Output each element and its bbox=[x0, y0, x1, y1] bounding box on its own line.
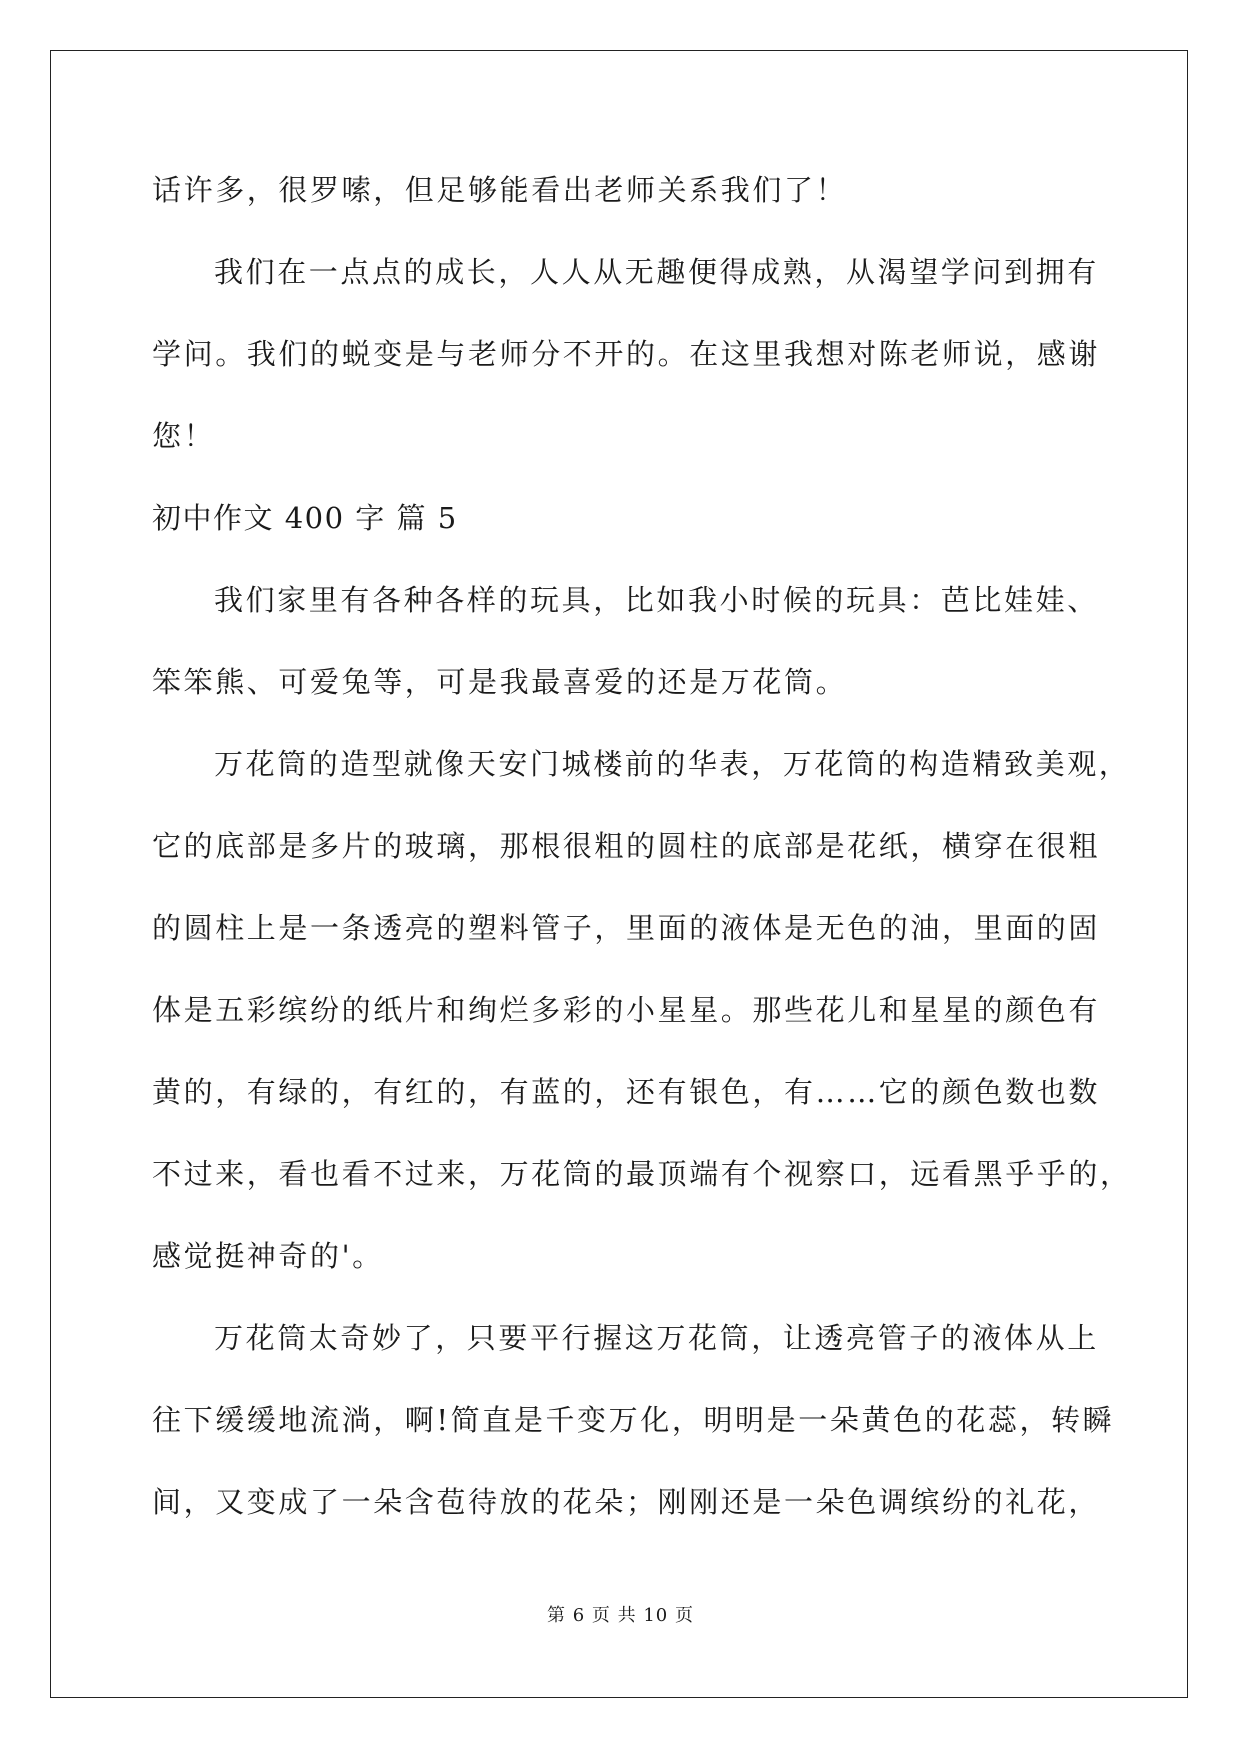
text-line: 它的底部是多片的玻璃，那根很粗的圆柱的底部是花纸，横穿在很粗 bbox=[152, 829, 1101, 863]
text-line: 往下缓缓地流淌，啊!简直是千变万化，明明是一朵黄色的花蕊，转瞬 bbox=[152, 1403, 1115, 1437]
text-line: 体是五彩缤纷的纸片和绚烂多彩的小星星。那些花儿和星星的颜色有 bbox=[152, 993, 1101, 1027]
text-line: 间，又变成了一朵含苞待放的花朵；刚刚还是一朵色调缤纷的礼花， bbox=[152, 1485, 1101, 1519]
text-line: 感觉挺神奇的'。 bbox=[152, 1239, 384, 1273]
text-line: 黄的，有绿的，有红的，有蓝的，还有银色，有……它的颜色数也数 bbox=[152, 1075, 1101, 1109]
paragraph-start-line: 万花筒太奇妙了，只要平行握这万花筒，让透亮管子的液体从上 bbox=[214, 1321, 1099, 1355]
paragraph-start-line: 我们家里有各种各样的玩具，比如我小时候的玩具：芭比娃娃、 bbox=[214, 583, 1099, 617]
text-line: 话许多，很罗嗦，但足够能看出老师关系我们了！ bbox=[152, 173, 848, 207]
text-line: 的圆柱上是一条透亮的塑料管子，里面的液体是无色的油，里面的固 bbox=[152, 911, 1101, 945]
section-heading: 初中作文 400 字 篇 5 bbox=[152, 501, 458, 535]
text-line: 学问。我们的蜕变是与老师分不开的。在这里我想对陈老师说，感谢 bbox=[152, 337, 1101, 371]
paragraph-start-line: 万花筒的造型就像天安门城楼前的华表，万花筒的构造精致美观， bbox=[214, 747, 1131, 781]
paragraph-start-line: 我们在一点点的成长，人人从无趣便得成熟，从渴望学问到拥有 bbox=[214, 255, 1099, 289]
page-border bbox=[50, 50, 1188, 1698]
text-line: 笨笨熊、可爱兔等，可是我最喜爱的还是万花筒。 bbox=[152, 665, 848, 699]
page-number-footer: 第 6 页 共 10 页 bbox=[547, 1605, 694, 1626]
text-line: 您！ bbox=[152, 419, 216, 453]
text-line: 不过来，看也看不过来，万花筒的最顶端有个视察口，远看黑乎乎的， bbox=[152, 1157, 1132, 1191]
